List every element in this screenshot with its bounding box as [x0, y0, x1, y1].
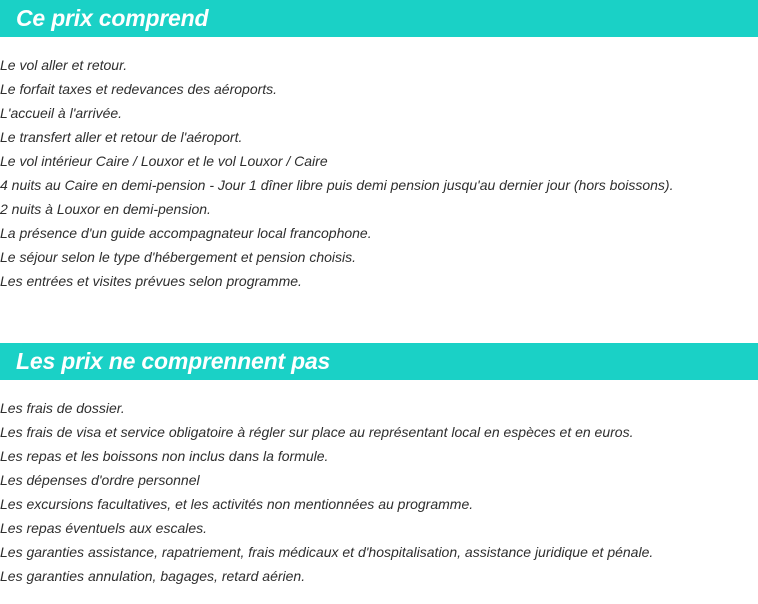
- included-item: Les entrées et visites prévues selon programme.: [0, 273, 302, 289]
- excluded-item: Les frais de dossier.: [0, 400, 125, 416]
- included-item: Le vol aller et retour.: [0, 57, 128, 73]
- included-item: La présence d'un guide accompagnateur local francophone.: [0, 225, 372, 241]
- excluded-section-header: [0, 343, 758, 380]
- included-items-list: [0, 53, 673, 293]
- included-item: Le vol intérieur Caire / Louxor et le vol Louxor / Caire: [0, 153, 328, 169]
- included-section-header: [0, 0, 758, 37]
- excluded-items-list: [0, 396, 653, 588]
- included-item: L'accueil à l'arrivée.: [0, 105, 123, 121]
- included-section-title: Ce prix comprend: [16, 5, 209, 31]
- included-item: 4 nuits au Caire en demi-pension - Jour 1 dîner libre puis demi pension jusqu'au dernier jour (hors boissons).: [0, 177, 674, 193]
- included-item: Le transfert aller et retour de l'aéroport.: [0, 129, 243, 145]
- excluded-item: Les excursions facultatives, et les activités non mentionnées au programme.: [0, 496, 474, 512]
- excluded-item: Les frais de visa et service obligatoire à régler sur place au représentant local en espèces et en euros.: [0, 424, 634, 440]
- included-item: 2 nuits à Louxor en demi-pension.: [0, 201, 211, 217]
- excluded-item: Les repas éventuels aux escales.: [0, 520, 208, 536]
- excluded-item: Les garanties assistance, rapatriement, frais médicaux et d'hospitalisation, assistance juridique et pénale.: [0, 544, 654, 560]
- included-item: Le séjour selon le type d'hébergement et pension choisis.: [0, 249, 357, 265]
- excluded-item: Les repas et les boissons non inclus dans la formule.: [0, 448, 329, 464]
- excluded-item: Les garanties annulation, bagages, retard aérien.: [0, 568, 306, 584]
- included-item: Le forfait taxes et redevances des aéroports.: [0, 81, 278, 97]
- excluded-section-title: Les prix ne comprennent pas: [16, 348, 331, 374]
- excluded-item: Les dépenses d'ordre personnel: [0, 472, 200, 488]
